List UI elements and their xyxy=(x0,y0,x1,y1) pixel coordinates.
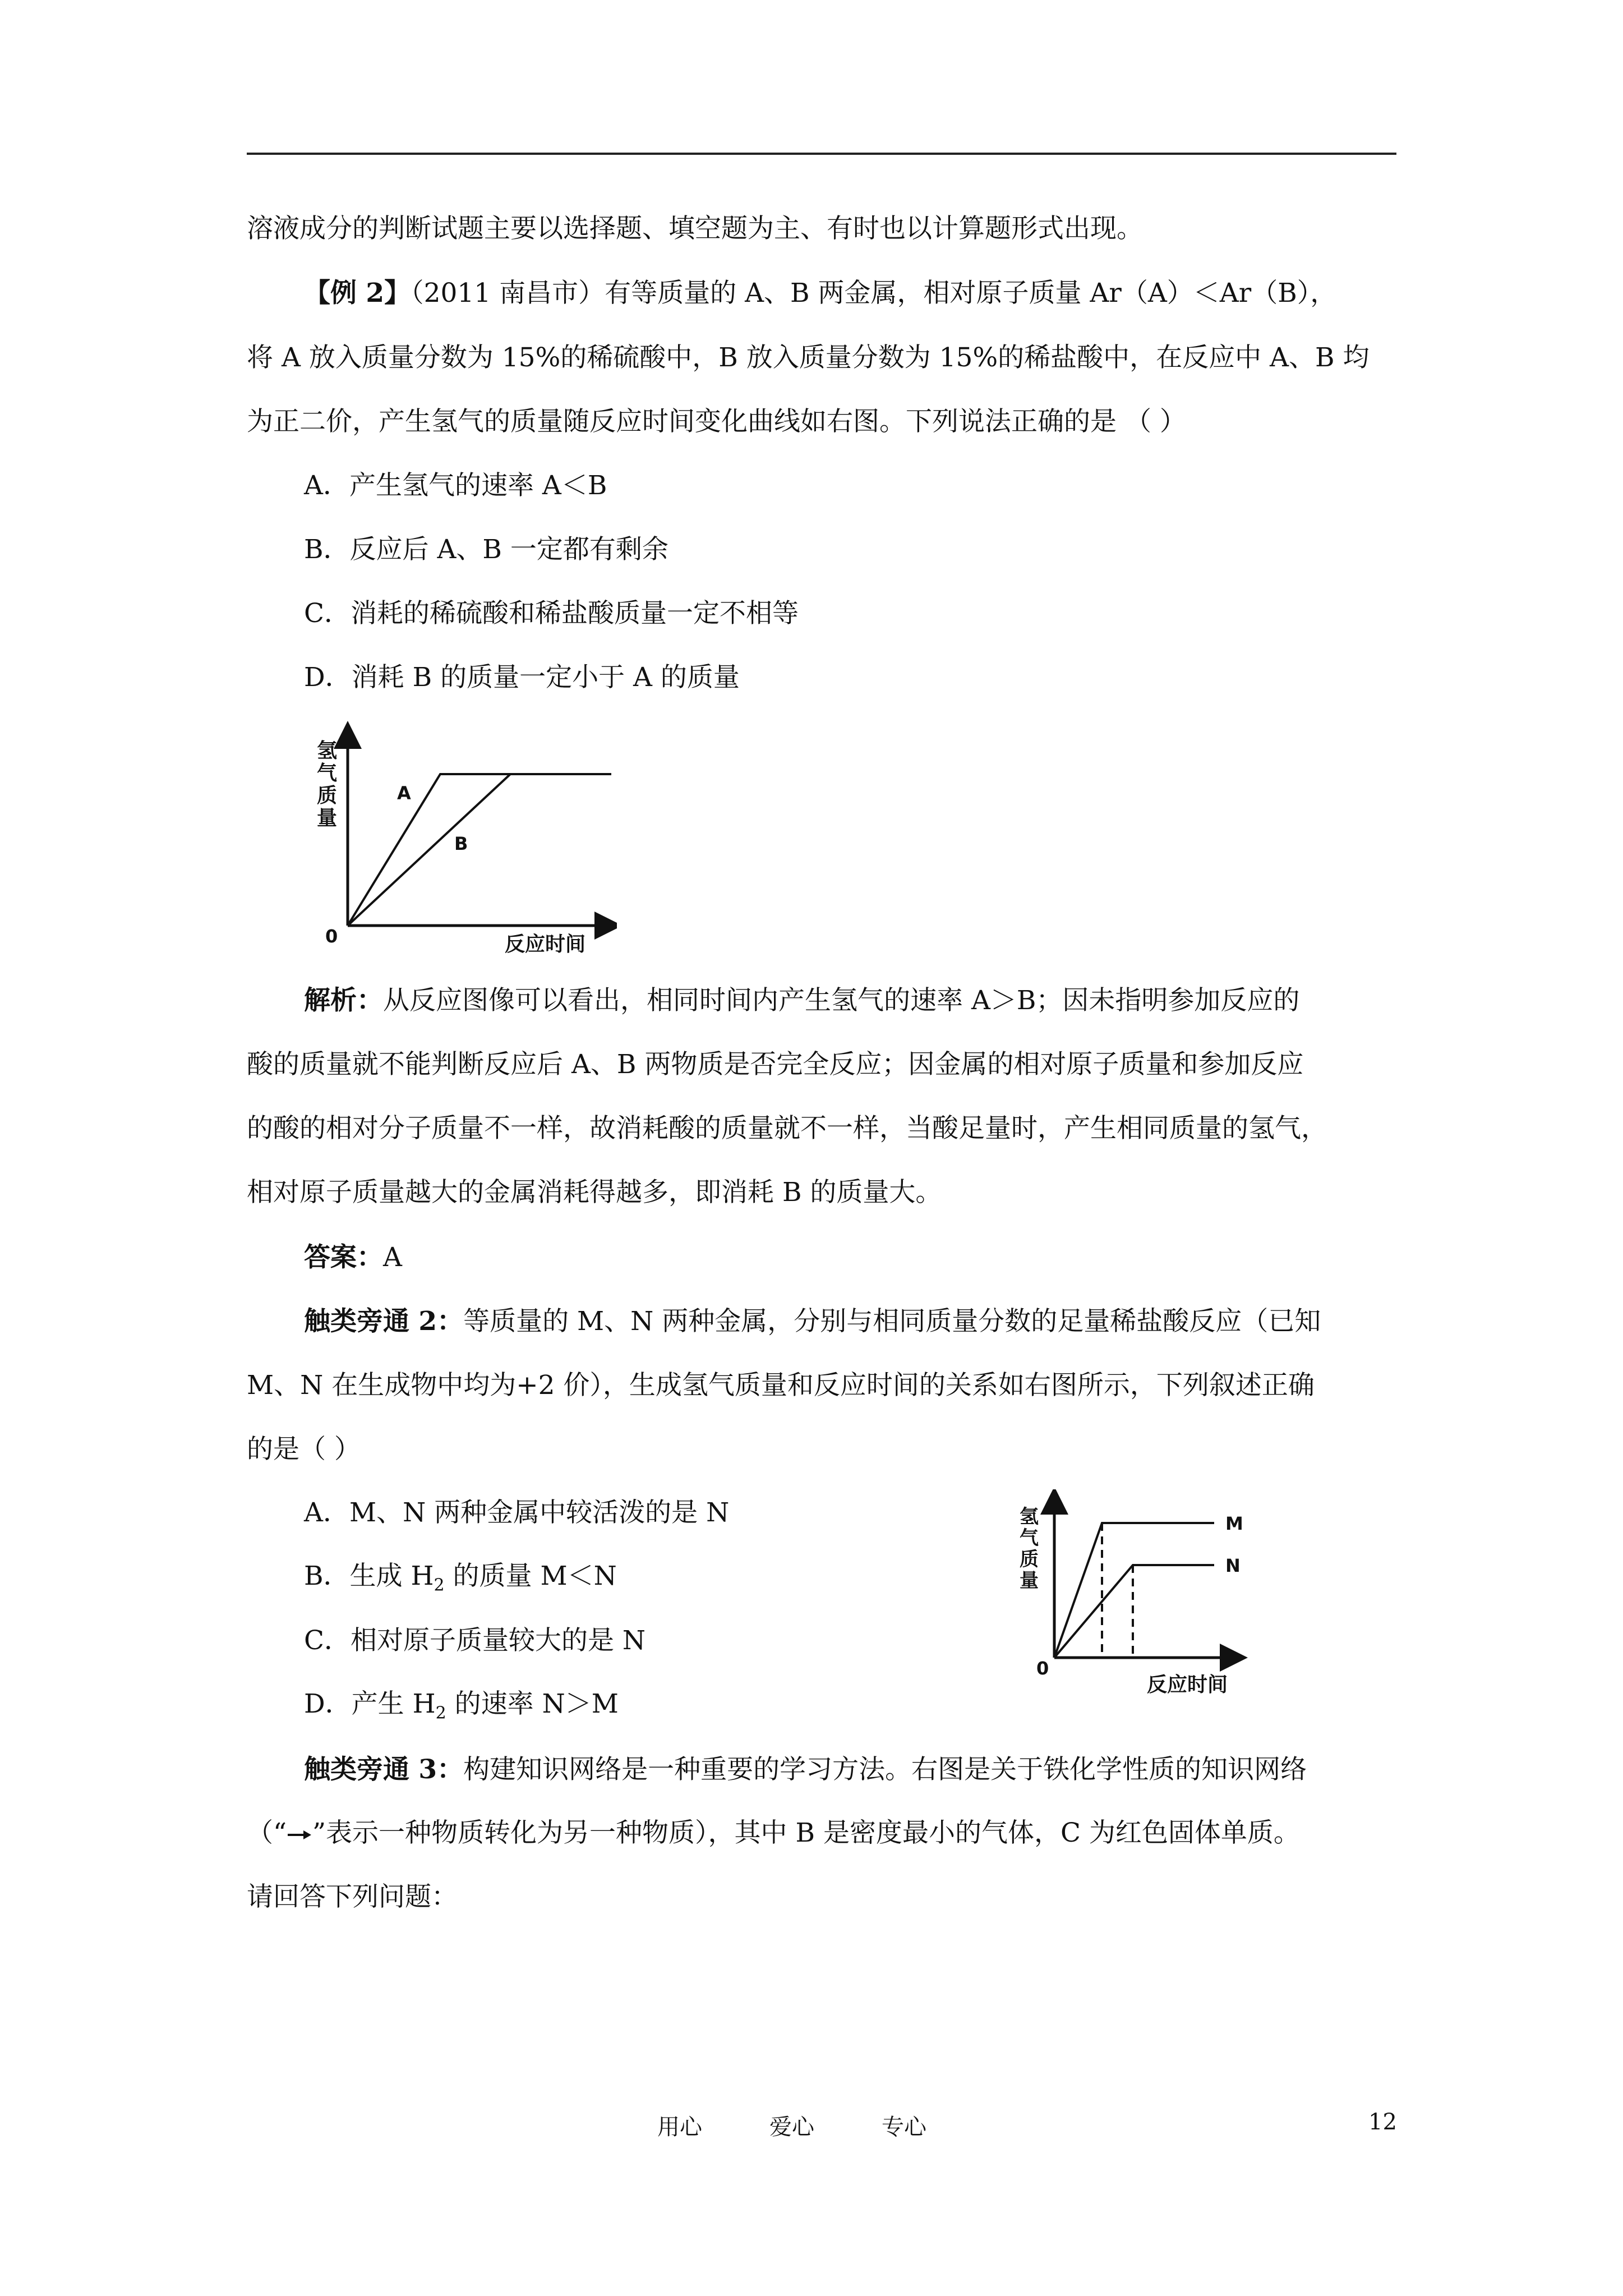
example-2-line-1 xyxy=(304,277,1336,310)
practice-2-option-d-sub: 2 xyxy=(435,1703,446,1723)
analysis-text-1: 从反应图像可以看出，相同时间内产生氢气的速率 A＞B；因未指明参加反应的 xyxy=(383,985,1300,1016)
example-2-tag: 【例 2】 xyxy=(304,278,411,309)
figure-2-ylabel-4: 量 xyxy=(1020,1570,1039,1592)
figure-1-ylabel-4: 量 xyxy=(317,807,338,830)
practice-2-text-1: 等质量的 M、N 两种金属，分别与相同质量分数的足量稀盐酸反应（已知 xyxy=(463,1306,1321,1337)
figure-2-curve-m xyxy=(1054,1523,1214,1658)
option-d: D．消耗 B 的质量一定小于 A 的质量 xyxy=(304,662,740,693)
practice-3-line-2-post: ”表示一种物质转化为另一种物质），其中 B 是密度最小的气体，C 为红色固体单质。 xyxy=(312,1818,1300,1848)
figure-2-ylabel-2: 气 xyxy=(1020,1527,1039,1549)
page-number: 12 xyxy=(1368,2109,1397,2135)
practice-2-option-d-post: 的速率 N＞M xyxy=(446,1688,619,1719)
practice-3-line-1 xyxy=(304,1753,1307,1787)
footer-motto-1: 用心 xyxy=(657,2114,702,2140)
practice-2-option-b-post: 的质量 M＜N xyxy=(444,1561,617,1591)
practice-2-tag: 触类旁通 2： xyxy=(304,1306,464,1337)
figure-1-graph xyxy=(303,721,617,959)
practice-2-option-b-pre: B．生成 H xyxy=(304,1561,434,1591)
figure-2-curve-n xyxy=(1054,1565,1214,1658)
practice-3-line-2 xyxy=(247,1816,1300,1850)
practice-3-tag: 触类旁通 3： xyxy=(304,1754,464,1785)
figure-1-ylabel-1: 氢 xyxy=(317,739,338,762)
figure-1-curve-a xyxy=(348,774,611,926)
text-line-1: 溶液成分的判断试题主要以选择题、填空题为主、有时也以计算题形式出现。 xyxy=(247,213,1143,244)
answer-tag: 答案： xyxy=(304,1242,383,1273)
figure-2-ylabel-1: 氢 xyxy=(1020,1506,1039,1528)
practice-3-text-1: 构建知识网络是一种重要的学习方法。右图是关于铁化学性质的知识网络 xyxy=(463,1754,1307,1785)
practice-2-option-d-pre: D．产生 H xyxy=(304,1688,436,1719)
footer-motto-2: 爱心 xyxy=(769,2114,814,2140)
analysis-tag: 解析： xyxy=(304,985,383,1016)
practice-2-line-3: 的是（ ） xyxy=(247,1434,361,1465)
practice-3-line-2-pre: （“ xyxy=(247,1818,287,1848)
practice-2-option-d xyxy=(304,1687,619,1730)
practice-2-option-b xyxy=(304,1559,617,1602)
analysis-line-3: 的酸的相对分子质量不一样，故消耗酸的质量就不一样，当酸足量时，产生相同质量的氢气， xyxy=(247,1113,1327,1144)
figure-2-origin: 0 xyxy=(1036,1658,1049,1679)
practice-2-option-b-sub: 2 xyxy=(434,1575,445,1595)
example-2-text-1: （2011 南昌市）有等质量的 A、B 两金属，相对原子质量 Ar（A）＜Ar（B）， xyxy=(411,278,1337,309)
answer-value: A xyxy=(383,1242,402,1273)
option-a: A．产生氢气的速率 A＜B xyxy=(304,470,607,501)
figure-2-ylabel-3: 质 xyxy=(1020,1548,1039,1571)
figure-1-label-b: B xyxy=(454,833,468,854)
option-b: B．反应后 A、B 一定都有剩余 xyxy=(304,534,668,565)
figure-2-label-n: N xyxy=(1225,1555,1241,1576)
right-arrow-icon xyxy=(287,1826,312,1843)
figure-1-origin: 0 xyxy=(325,926,338,947)
example-2-line-2: 将 A 放入质量分数为 15%的稀硫酸中，B 放入质量分数为 15%的稀盐酸中，在反应中 A、B 均 xyxy=(247,342,1370,373)
option-c: C．消耗的稀硫酸和稀盐酸质量一定不相等 xyxy=(304,598,799,629)
footer-motto-3: 专心 xyxy=(882,2114,926,2140)
figure-2-graph xyxy=(1009,1489,1273,1703)
practice-2-line-2: M、N 在生成物中均为+2 价），生成氢气质量和反应时间的关系如右图所示，下列叙述正确 xyxy=(247,1370,1315,1401)
figure-1-xlabel: 反应时间 xyxy=(505,933,586,956)
example-2-line-3: 为正二价，产生氢气的质量随反应时间变化曲线如右图。下列说法正确的是 （ ） xyxy=(247,406,1186,437)
analysis-line-2: 酸的质量就不能判断反应后 A、B 两物质是否完全反应；因金属的相对原子质量和参加反应 xyxy=(247,1049,1304,1080)
analysis-line-1 xyxy=(304,984,1299,1018)
figure-1-ylabel-3: 质 xyxy=(317,784,338,807)
header-rule xyxy=(247,153,1396,155)
figure-2-label-m: M xyxy=(1225,1513,1243,1534)
answer-line xyxy=(304,1241,402,1274)
practice-2-option-a: A．M、N 两种金属中较活泼的是 N xyxy=(304,1497,730,1528)
analysis-line-4: 相对原子质量越大的金属消耗得越多，即消耗 B 的质量大。 xyxy=(247,1177,942,1208)
practice-2-line-1 xyxy=(304,1305,1321,1338)
figure-2-xlabel: 反应时间 xyxy=(1147,1673,1228,1696)
figure-1-curve-b xyxy=(348,774,510,926)
figure-1-ylabel-2: 气 xyxy=(317,762,338,785)
practice-3-line-3: 请回答下列问题： xyxy=(247,1881,458,1912)
practice-2-option-c: C．相对原子质量较大的是 N xyxy=(304,1625,646,1656)
figure-1-label-a: A xyxy=(397,783,411,804)
